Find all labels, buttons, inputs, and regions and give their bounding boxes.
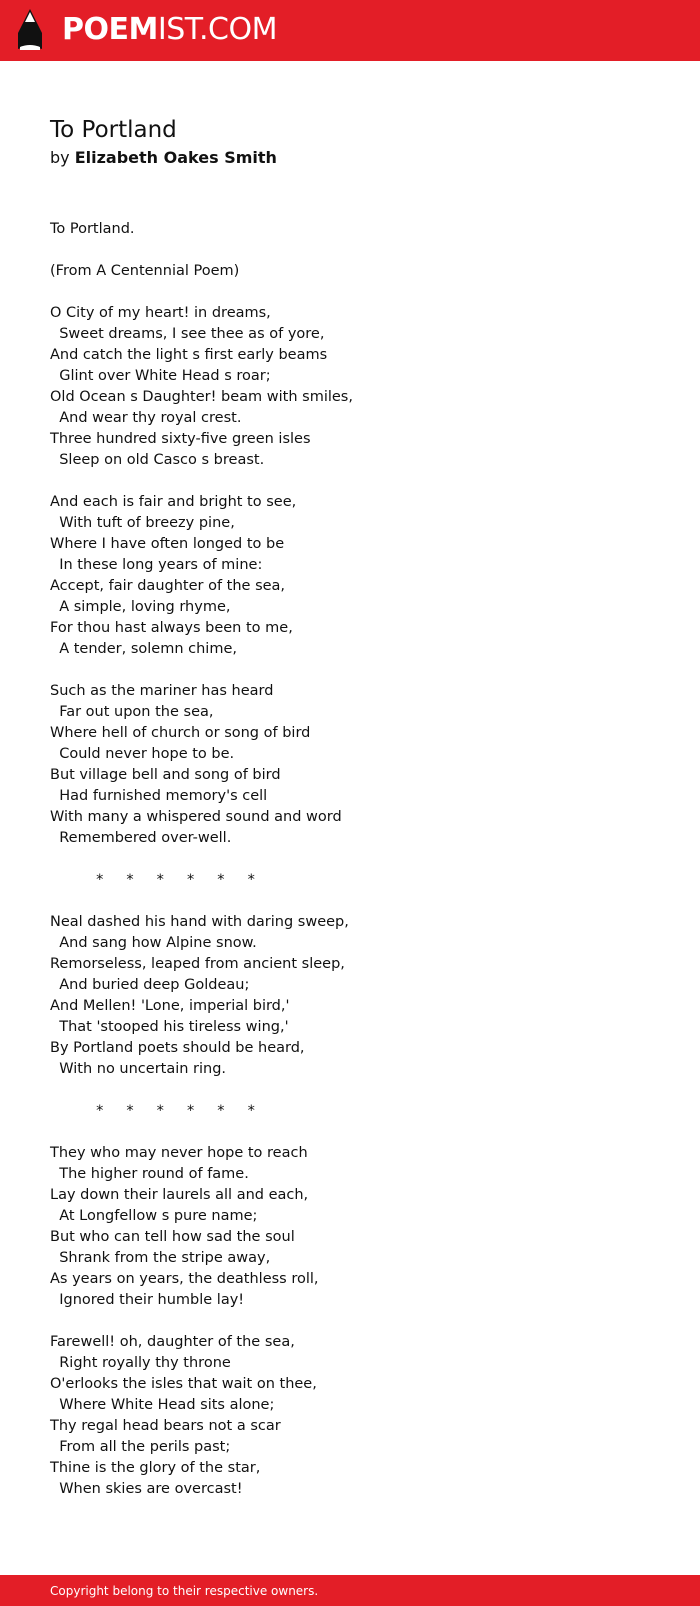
poem-line: (From A Centennial Poem)	[50, 263, 240, 279]
poem-line: Thine is the glory of the star,	[50, 1460, 261, 1476]
poem-line: Old Ocean s Daughter! beam with smiles,	[50, 389, 353, 405]
poem-line: To Portland.	[50, 221, 135, 237]
poem-line: With tuft of breezy pine,	[50, 515, 235, 531]
poem-line: Where I have often longed to be	[50, 536, 285, 552]
poem-line: And catch the light s first early beams	[50, 347, 328, 363]
poem-line	[50, 471, 650, 492]
poem-line: Such as the mariner has heard	[50, 683, 274, 699]
poem-line: A tender, solemn chime,	[50, 641, 237, 657]
poem-line: Farewell! oh, daughter of the sea,	[50, 1334, 295, 1350]
poem-line	[50, 660, 650, 681]
poem-line: From all the perils past;	[50, 1439, 231, 1455]
poem-line	[50, 1311, 650, 1332]
poem-line: Right royally thy throne	[50, 1355, 231, 1371]
poem-line: Accept, fair daughter of the sea,	[50, 578, 286, 594]
poem-line: And Mellen! 'Lone, imperial bird,'	[50, 998, 290, 1014]
poem-line	[50, 891, 650, 912]
poem-line: Could never hope to be.	[50, 746, 235, 762]
poem-line: In these long years of mine:	[50, 557, 263, 573]
by-label: by	[50, 148, 70, 167]
poem-line: Three hundred sixty-five green isles	[50, 431, 311, 447]
pencil-logo-icon[interactable]	[17, 9, 43, 51]
poem-line: O City of my heart! in dreams,	[50, 305, 271, 321]
site-logo[interactable]	[62, 10, 277, 50]
poem-line: Where White Head sits alone;	[50, 1397, 275, 1413]
poem-line	[50, 1080, 650, 1101]
poem-line: And each is fair and bright to see,	[50, 494, 297, 510]
poem-line: Remembered over-well.	[50, 830, 232, 846]
poem-line: Where hell of church or song of bird	[50, 725, 311, 741]
poem-line: A simple, loving rhyme,	[50, 599, 231, 615]
poem-line: And buried deep Goldeau;	[50, 977, 250, 993]
poem-line: Lay down their laurels all and each,	[50, 1187, 309, 1203]
poem-line: O'erlooks the isles that wait on thee,	[50, 1376, 317, 1392]
poem-line: At Longfellow s pure name;	[50, 1208, 258, 1224]
poem-line: Glint over White Head s roar;	[50, 368, 271, 384]
poem-line	[50, 849, 650, 870]
poem-line: But village bell and song of bird	[50, 767, 281, 783]
poem-line: Sleep on old Casco s breast.	[50, 452, 265, 468]
poem-line: The higher round of fame.	[50, 1166, 249, 1182]
poem-line: Remorseless, leaped from ancient sleep,	[50, 956, 345, 972]
poem-line	[50, 1122, 650, 1143]
poem-line: For thou hast always been to me,	[50, 620, 293, 636]
poem-line: Ignored their humble lay!	[50, 1292, 245, 1308]
copyright-text: Copyright belong to their respective owners.	[50, 1584, 319, 1598]
poem-title: To Portland	[50, 117, 177, 143]
poem-line: * * * * * *	[50, 1103, 255, 1119]
poem-line: * * * * * *	[50, 872, 255, 888]
poem-line: They who may never hope to reach	[50, 1145, 308, 1161]
poem-line: Thy regal head bears not a scar	[50, 1418, 281, 1434]
poem-line: Shrank from the stripe away,	[50, 1250, 271, 1266]
poem-byline	[50, 147, 277, 169]
poem-line: And wear thy royal crest.	[50, 410, 242, 426]
author-name[interactable]: Elizabeth Oakes Smith	[74, 148, 277, 167]
poem-line: Neal dashed his hand with daring sweep,	[50, 914, 349, 930]
poem-line: As years on years, the deathless roll,	[50, 1271, 319, 1287]
poem-line: And sang how Alpine snow.	[50, 935, 257, 951]
poem-line: Far out upon the sea,	[50, 704, 214, 720]
poem-body	[50, 219, 650, 1500]
poem-line	[50, 282, 650, 303]
poem-line: With many a whispered sound and word	[50, 809, 342, 825]
poem-line: By Portland poets should be heard,	[50, 1040, 305, 1056]
poem-line: With no uncertain ring.	[50, 1061, 227, 1077]
poem-line: Sweet dreams, I see thee as of yore,	[50, 326, 325, 342]
logo-text-bold: POEM	[62, 12, 158, 47]
poem-line: But who can tell how sad the soul	[50, 1229, 295, 1245]
poem-line: That 'stooped his tireless wing,'	[50, 1019, 289, 1035]
poem-line	[50, 240, 650, 261]
site-footer	[0, 1575, 700, 1606]
poem-line: Had furnished memory's cell	[50, 788, 268, 804]
site-header	[0, 0, 700, 61]
poem-line: When skies are overcast!	[50, 1481, 243, 1497]
logo-text-light: IST.COM	[157, 12, 277, 47]
